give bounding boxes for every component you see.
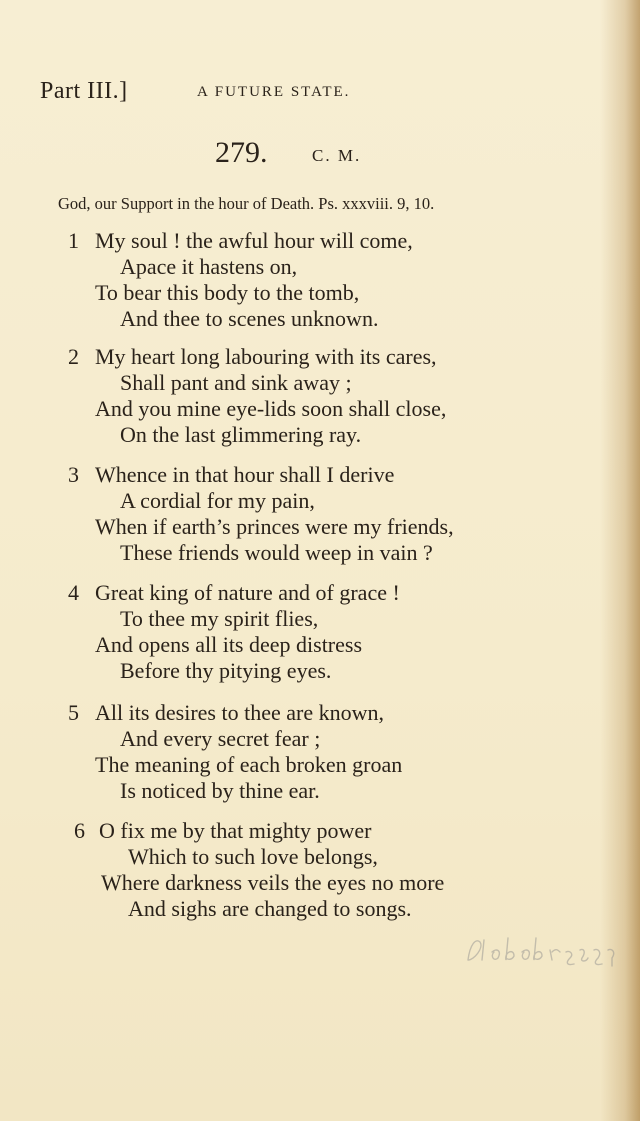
section-title: A FUTURE STATE. — [197, 84, 351, 100]
verse-line: On the last glimmering ray. — [120, 422, 362, 447]
verse-number: 5 — [68, 700, 79, 725]
verse-line: To bear this body to the tomb, — [95, 280, 360, 305]
verse-line: Which to such love belongs, — [128, 844, 378, 869]
verse-line: Is noticed by thine ear. — [120, 778, 320, 803]
verse-number: 2 — [68, 344, 79, 369]
verse-line: And you mine eye-lids soon shall close, — [95, 396, 447, 421]
verse-number: 4 — [68, 580, 79, 605]
verse-line: Shall pant and sink away ; — [120, 370, 352, 395]
verse-number: 3 — [68, 462, 79, 487]
running-head — [40, 78, 600, 108]
verse-line: The meaning of each broken groan — [95, 752, 403, 777]
verse-line: When if earth’s princes were my friends, — [95, 514, 454, 539]
verse-line: Apace it hastens on, — [120, 254, 298, 279]
part-label: Part III.] — [40, 78, 128, 104]
verse-line: All its desires to thee are known, — [95, 700, 384, 725]
verse-line: Whence in that hour shall I derive — [95, 462, 395, 487]
verse-line: These friends would weep in vain ? — [120, 540, 433, 565]
verse-line: A cordial for my pain, — [120, 488, 315, 513]
hymn-subtitle: God, our Support in the hour of Death. Ps. xxxviii. 9, 10. — [58, 194, 435, 213]
verse-line: And sighs are changed to songs. — [128, 896, 412, 921]
hymn-heading — [0, 136, 600, 176]
hymn-meter: C. M. — [312, 146, 362, 165]
verse-number: 6 — [74, 818, 85, 843]
handwritten-signature — [462, 930, 632, 970]
verse-line: To thee my spirit flies, — [120, 606, 319, 631]
hymn-number: 279. — [215, 136, 268, 169]
verse-line: My soul ! the awful hour will come, — [95, 228, 413, 253]
verse-line: My heart long labouring with its cares, — [95, 344, 437, 369]
verse-line: Before thy pitying eyes. — [120, 658, 332, 683]
verse-line: And opens all its deep distress — [95, 632, 363, 657]
verse-line: Great king of nature and of grace ! — [95, 580, 400, 605]
verse-number: 1 — [68, 228, 79, 253]
verse-line: And thee to scenes unknown. — [120, 306, 379, 331]
verse-line: And every secret fear ; — [120, 726, 321, 751]
verse-line: O fix me by that mighty power — [99, 818, 372, 843]
verse-line: Where darkness veils the eyes no more — [101, 870, 445, 895]
